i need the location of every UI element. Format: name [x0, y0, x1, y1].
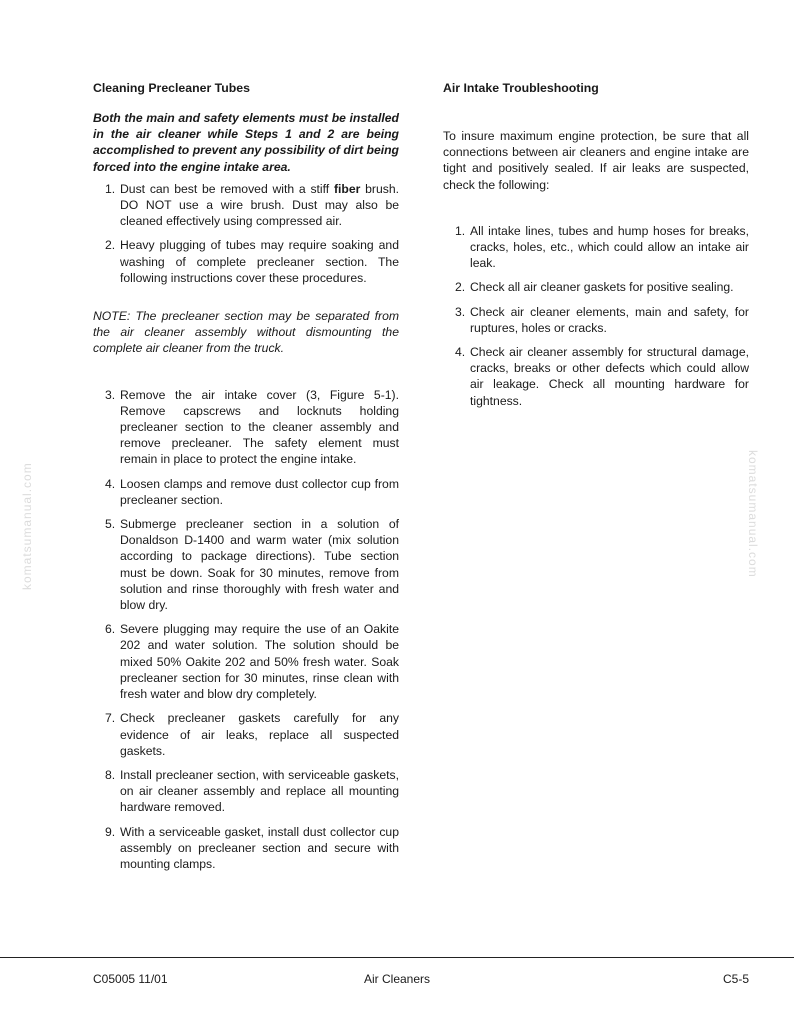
section-heading-troubleshooting: Air Intake Troubleshooting: [443, 81, 599, 95]
list-item: 9. With a serviceable gasket, install dust collector cup assembly on precleaner section and secure with mounting clamps.: [105, 824, 399, 871]
footer-doc-code: C05005 11/01: [93, 972, 168, 986]
list-item: 1. All intake lines, tubes and hump hoses for breaks, cracks, holes, etc., which could allow an intake air leak.: [455, 223, 749, 271]
list-item: 3. Remove the air intake cover (3, Figure 5-1). Remove capscrews and locknuts holding precleaner section to the cleaner assembly and remove precleaner. The safety element must remain in place to protect the engine intake.: [105, 387, 399, 467]
list-item: 3. Check air cleaner elements, main and safety, for ruptures, holes or cracks.: [455, 304, 749, 335]
list-item: 6. Severe plugging may require the use of an Oakite 202 and water solution. The solution should be mixed 50% Oakite 202 and 50% fresh water. Soak precleaner section for 30 minutes, rinse clean with fresh water and blow dry completely.: [105, 622, 399, 702]
list-item: 7. Check precleaner gaskets carefully for any evidence of air leaks, replace all suspected gaskets.: [105, 711, 399, 758]
watermark-right: komatsumanual.com: [746, 450, 760, 578]
left-column: [93, 80, 399, 880]
watermark-left: komatsumanual.com: [20, 462, 34, 590]
section-heading-precleaner: Cleaning Precleaner Tubes: [93, 81, 250, 95]
troubleshooting-steps: [443, 223, 749, 409]
list-item: 4. Check air cleaner assembly for structural damage, cracks, breaks or other defects which could allow air leakage. Check all mounting hardware for tightness.: [455, 345, 749, 408]
note-paragraph: NOTE: The precleaner section may be separated from the air cleaner assembly without dismounting the complete air cleaner from the truck.: [93, 309, 399, 356]
list-item: 4. Loosen clamps and remove dust collector cup from precleaner section.: [105, 476, 399, 507]
intro-paragraph: To insure maximum engine protection, be sure that all connections between air cleaners and engine intake are tight and positively sealed. If air leaks are suspected, check the following:: [443, 129, 749, 192]
warning-paragraph: Both the main and safety elements must be installed in the air cleaner while Steps 1 and 2 are being accomplished to prevent any possibility of dirt being forced into the engine intake area.: [93, 111, 399, 174]
footer-section-title: Air Cleaners: [363, 972, 431, 986]
list-item: 2. Heavy plugging of tubes may require soaking and washing of complete precleaner section. The following instructions cover these procedures.: [105, 238, 399, 285]
precleaner-steps-a: [93, 181, 399, 286]
list-item: 1. Dust can best be removed with a stiff fiber brush. DO NOT use a wire brush. Dust may also be cleaned effectively using compressed air.: [105, 181, 400, 229]
list-item: 5. Submerge precleaner section in a solution of Donaldson D-1400 and warm water (mix solution according to package directions). Tube section must be down. Soak for 30 minutes, remove from solution and rinse thoroughly with fresh water and blow dry.: [105, 517, 399, 613]
footer-page-number: C5-5: [722, 972, 749, 986]
precleaner-steps-b: [93, 387, 399, 872]
list-item: 8. Install precleaner section, with serviceable gaskets, on air cleaner assembly and replace all mounting hardware removed.: [105, 767, 399, 815]
right-column: [443, 80, 749, 417]
list-item: 2. Check all air cleaner gaskets for positive sealing.: [455, 280, 734, 295]
footer-divider: [0, 957, 794, 958]
